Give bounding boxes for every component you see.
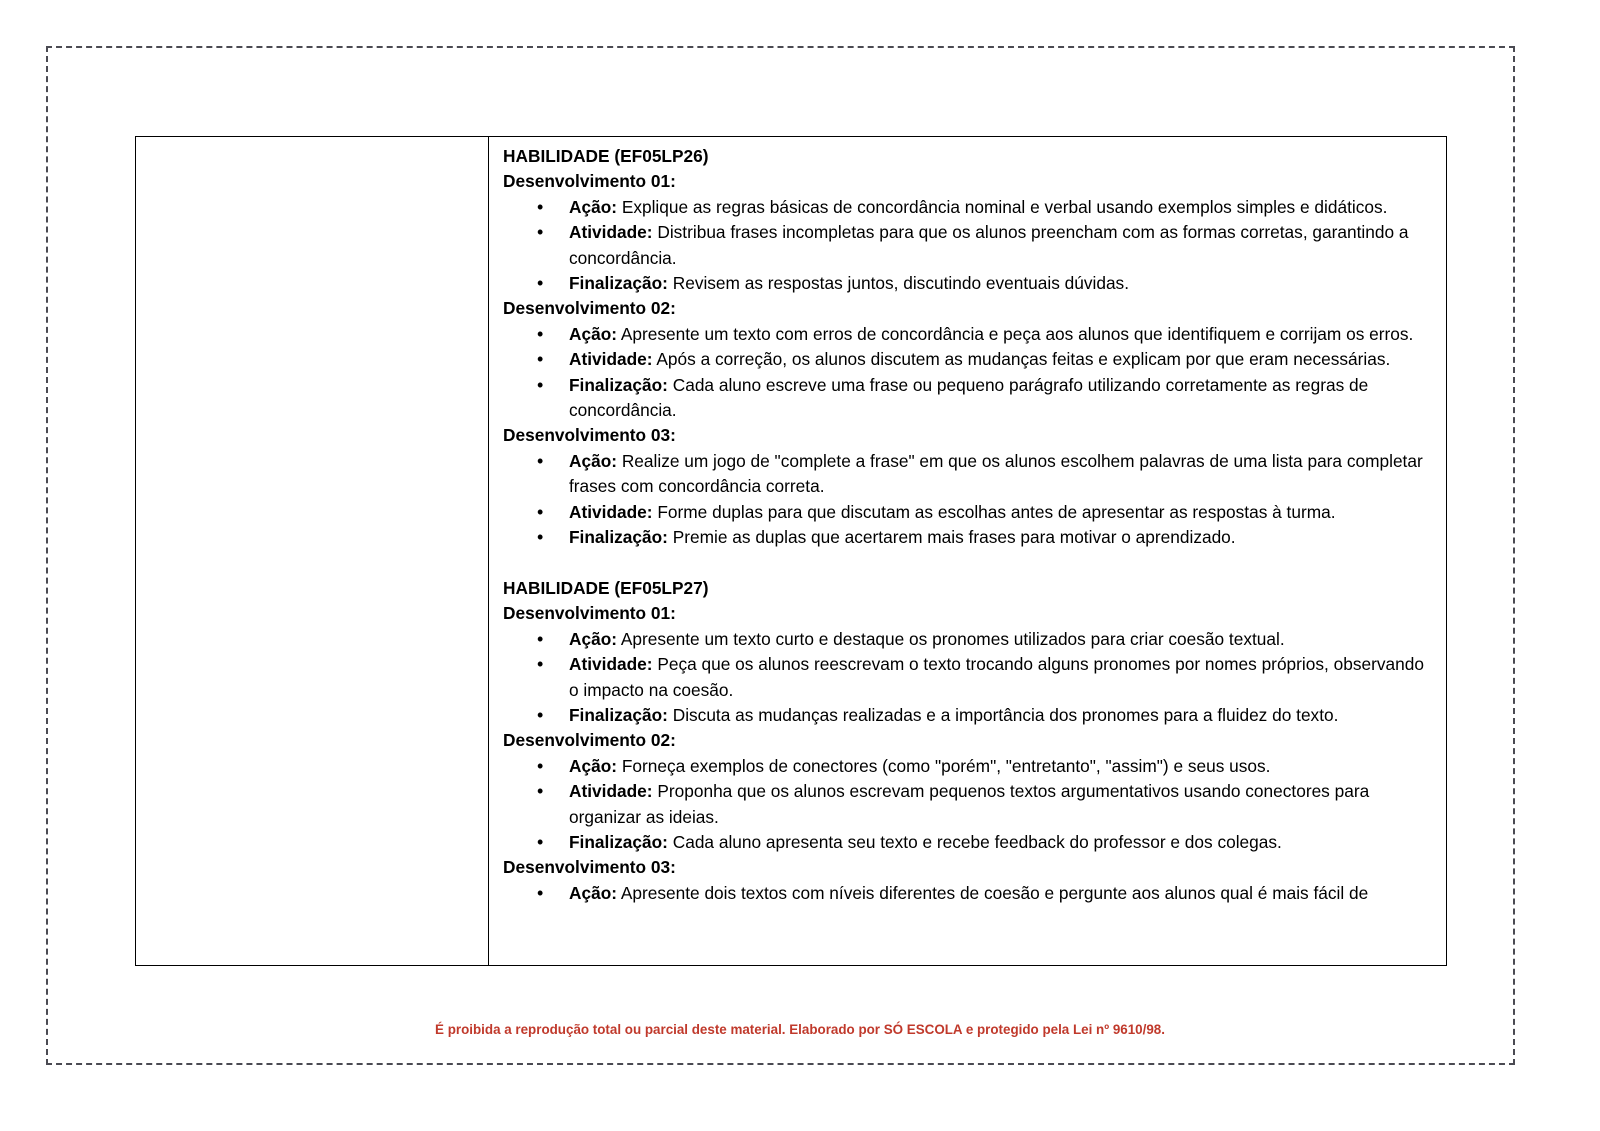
- lesson-content: [503, 144, 1436, 906]
- habilidade-heading: HABILIDADE (EF05LP27): [503, 577, 709, 598]
- list-item: [503, 779, 1436, 830]
- step-label: Finalização:: [569, 704, 668, 725]
- step-text: Apresente dois textos com níveis diferentes de coesão e pergunte aos alunos qual é mais fácil de: [617, 882, 1369, 903]
- list-item: [503, 322, 1436, 347]
- desenvolvimento-heading: Desenvolvimento 03:: [503, 425, 676, 446]
- list-item: [503, 703, 1436, 728]
- step-label: Atividade:: [569, 222, 653, 243]
- step-text: Discuta as mudanças realizadas e a importância dos pronomes para a fluidez do texto.: [667, 704, 1339, 725]
- step-list: [503, 449, 1436, 551]
- list-item: [503, 830, 1436, 855]
- list-item: [503, 881, 1436, 906]
- step-list: [503, 322, 1436, 424]
- list-item: [503, 449, 1436, 500]
- step-label: Ação:: [569, 882, 618, 903]
- step-text: Cada aluno escreve uma frase ou pequeno parágrafo utilizando corretamente as regras de concordância.: [569, 374, 1369, 421]
- list-item: [503, 347, 1436, 372]
- step-list: [503, 195, 1436, 297]
- desenvolvimento-heading: Desenvolvimento 02:: [503, 298, 676, 319]
- step-text: Revisem as respostas juntos, discutindo eventuais dúvidas.: [667, 273, 1129, 294]
- step-label: Ação:: [569, 196, 618, 217]
- step-text: Proponha que os alunos escrevam pequenos textos argumentativos usando conectores para organizar as ideias.: [569, 781, 1370, 827]
- copyright-notice: É proibida a reprodução total ou parcial deste material. Elaborado por SÓ ESCOLA e protegido pela Lei nº 9610/98.: [435, 1022, 1165, 1037]
- step-label: Atividade:: [569, 654, 653, 675]
- list-item: [503, 373, 1436, 424]
- lesson-plan-table: [135, 136, 1447, 966]
- section-spacer: [503, 551, 1436, 576]
- habilidade-heading: HABILIDADE (EF05LP26): [503, 146, 709, 166]
- step-text: Após a correção, os alunos discutem as mudanças feitas e explicam por que eram necessárias.: [652, 349, 1391, 370]
- step-label: Finalização:: [569, 831, 668, 852]
- step-text: Realize um jogo de "complete a frase" em que os alunos escolhem palavras de uma lista para completar frases com concordância correta.: [569, 450, 1423, 497]
- desenvolvimento-heading: Desenvolvimento 01:: [503, 603, 676, 624]
- step-label: Finalização:: [569, 273, 668, 294]
- list-item: [503, 195, 1436, 220]
- step-label: Ação:: [569, 755, 618, 776]
- step-label: Atividade:: [569, 781, 653, 802]
- step-label: Ação:: [569, 450, 618, 471]
- step-list: [503, 627, 1436, 729]
- step-text: Cada aluno apresenta seu texto e recebe feedback do professor e dos colegas.: [667, 831, 1282, 852]
- step-label: Finalização:: [569, 374, 668, 395]
- desenvolvimento-heading: Desenvolvimento 03:: [503, 857, 676, 878]
- step-label: Atividade:: [569, 349, 653, 370]
- table-cell-empty-left: [136, 137, 489, 966]
- step-text: Premie as duplas que acertarem mais frases para motivar o aprendizado.: [667, 527, 1236, 548]
- step-text: Forme duplas para que discutam as escolhas antes de apresentar as respostas à turma.: [652, 501, 1336, 522]
- step-label: Atividade:: [569, 501, 653, 522]
- step-text: Apresente um texto curto e destaque os pronomes utilizados para criar coesão textual.: [617, 628, 1285, 649]
- step-label: Ação:: [569, 323, 618, 344]
- desenvolvimento-heading: Desenvolvimento 01:: [503, 171, 676, 192]
- step-text: Distribua frases incompletas para que os alunos preencham com as formas corretas, garantindo a concordância.: [569, 222, 1409, 268]
- step-text: Forneça exemplos de conectores (como "porém", "entretanto", "assim") e seus usos.: [617, 755, 1271, 776]
- list-item: [503, 627, 1436, 652]
- list-item: [503, 652, 1436, 703]
- list-item: [503, 525, 1436, 550]
- step-text: Apresente um texto com erros de concordância e peça aos alunos que identifiquem e corrijam os erros.: [617, 323, 1414, 344]
- list-item: [503, 271, 1436, 296]
- step-label: Ação:: [569, 628, 618, 649]
- step-list: [503, 881, 1436, 906]
- list-item: [503, 754, 1436, 779]
- table-row: [136, 137, 1447, 966]
- list-item: [503, 500, 1436, 525]
- table-cell-content: [489, 137, 1447, 966]
- step-text: Explique as regras básicas de concordância nominal e verbal usando exemplos simples e didáticos.: [617, 196, 1388, 217]
- list-item: [503, 220, 1436, 271]
- step-list: [503, 754, 1436, 856]
- desenvolvimento-heading: Desenvolvimento 02:: [503, 730, 676, 751]
- step-label: Finalização:: [569, 527, 668, 548]
- step-text: Peça que os alunos reescrevam o texto trocando alguns pronomes por nomes próprios, observando o impacto na coesão.: [569, 654, 1424, 700]
